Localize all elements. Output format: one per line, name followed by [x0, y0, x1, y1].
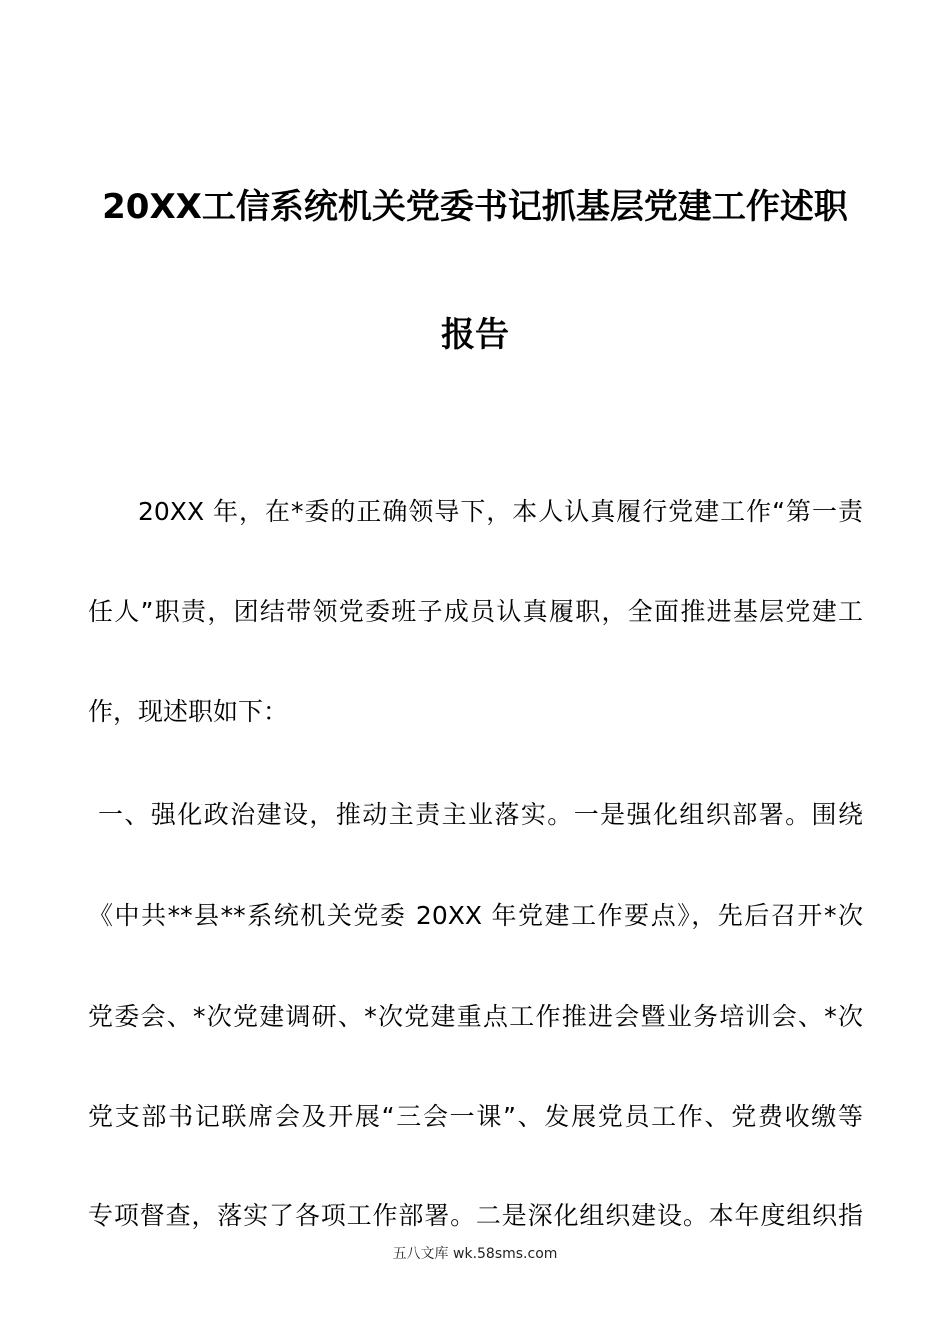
paragraph-line: 作，现述职如下： — [88, 697, 289, 726]
paragraph-line: 20XX 年，在*委的正确领导下，本人认真履行党建工作“第一责 — [138, 497, 863, 526]
footer-watermark: 五八文库 wk.58sms.com — [392, 1246, 558, 1262]
paragraph-line: 任人”职责，团结带领党委班子成员认真履职，全面推进基层党建工 — [88, 597, 863, 626]
section-heading-line: 一、强化政治建设，推动主责主业落实。一是强化组织部署。围绕 — [98, 800, 863, 829]
paragraph-line: 专项督查，落实了各项工作部署。二是深化组织建设。本年度组织指 — [88, 1201, 863, 1230]
document-title-continued: 报告 — [441, 315, 509, 355]
paragraph-line: 党委会、*次党建调研、*次党建重点工作推进会暨业务培训会、*次 — [88, 1002, 863, 1031]
document-title: 20XX工信系统机关党委书记抓基层党建工作述职 — [102, 187, 848, 227]
paragraph-line: 《中共**县**系统机关党委 20XX 年党建工作要点》，先后召开*次 — [88, 901, 863, 930]
paragraph-line: 党支部书记联席会及开展“三会一课”、发展党员工作、党费收缴等 — [88, 1102, 863, 1131]
